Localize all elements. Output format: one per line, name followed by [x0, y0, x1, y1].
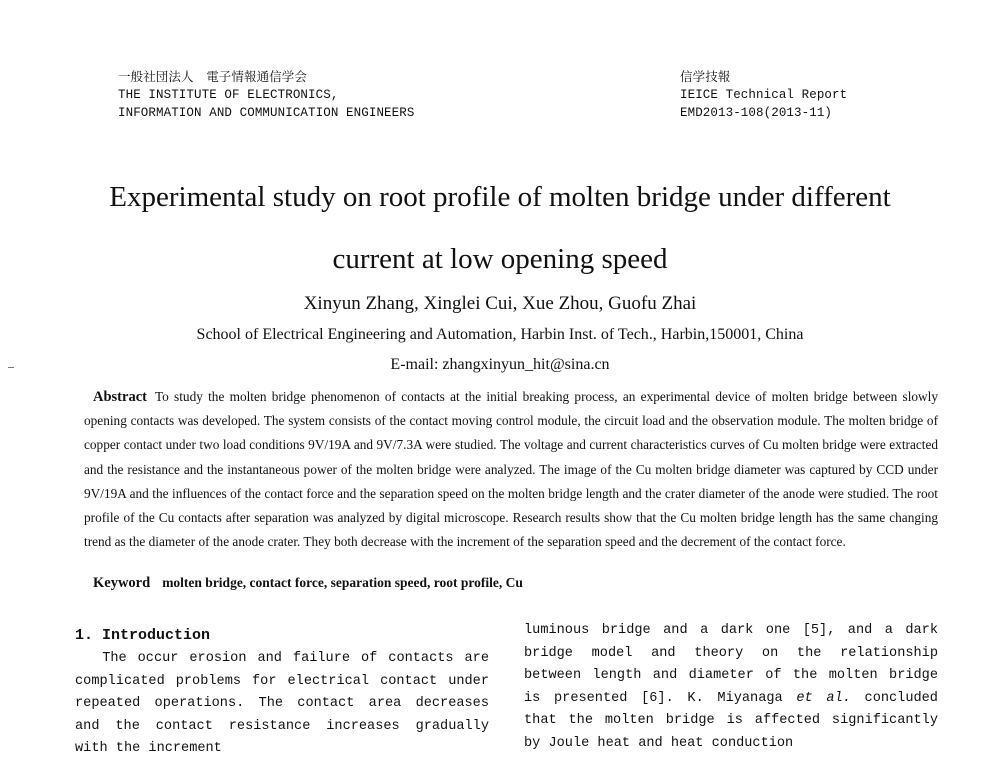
introduction-paragraph: The occur erosion and failure of contacts are complicated problems for electrical contact under repeated operations. The contact area decreases and the contact resistance increases gradually with the increment [75, 651, 489, 756]
abstract-text: To study the molten bridge phenomenon of contacts at the initial breaking process, an experimental device of molten bridge between slowly opening contacts was developed. The system consists of the contact moving control module, the circuit load and the observation module. The molten bridge of copper contact under two load conditions 9V/19A and 9V/7.3A were studied. The voltage and current characteristics curves of Cu molten bridge were extracted and the resistance and the instantaneous power of the molten bridge were analyzed. The image of the Cu molten bridge diameter was captured by CCD under 9V/19A and the influences of the contact force and the separation speed on the molten bridge length and the crater diameter of the anode were studied. The root profile of the Cu contacts after separation was analyzed by digital microscope. Research results show that the Cu molten bridge length has the same changing trend as the diameter of the anode crater. They both decrease with the increment of the separation speed and the decrement of the contact force. [84, 389, 938, 550]
paper-title-line2: current at low opening speed [332, 243, 668, 275]
society-name-japanese: 一般社団法人 電子情報通信学会 [118, 69, 308, 84]
right-column-text-end: concluded that the molten bridge is affected significantly by Joule heat and heat conduction [524, 690, 938, 751]
report-number: EMD2013-108(2013-11) [680, 106, 833, 120]
right-column [524, 620, 938, 755]
society-name-english-line2: INFORMATION AND COMMUNICATION ENGINEERS [118, 106, 415, 120]
left-column [75, 624, 489, 761]
report-name-japanese: 信学技報 [680, 69, 731, 84]
keywords [93, 572, 523, 594]
society-name-english-line1: THE INSTITUTE OF ELECTRONICS, [118, 88, 339, 102]
email-address: E-mail: zhangxinyun_hit@sina.cn [390, 356, 610, 373]
paper-title-line1: Experimental study on root profile of molten bridge under different [109, 181, 891, 213]
report-name-english: IEICE Technical Report [680, 88, 848, 102]
author-list: Xinyun Zhang, Xinglei Cui, Xue Zhou, Guofu Zhai [303, 293, 697, 314]
section-heading-introduction: 1. Introduction [75, 627, 211, 644]
keywords-text: molten bridge, contact force, separation speed, root profile, Cu [162, 575, 523, 590]
keywords-label: Keyword [93, 575, 151, 591]
right-column-italic-et-al: et al. [796, 690, 851, 706]
society-header [118, 68, 414, 122]
abstract [84, 385, 938, 554]
abstract-label: Abstract [93, 389, 147, 405]
right-column-text-start: luminous bridge and a dark one [5], and a dark bridge model and theory on the relationship between length and diameter of the molten bridge is presented [6]. K. Miyanaga [524, 623, 938, 706]
affiliation: School of Electrical Engineering and Automation, Harbin Inst. of Tech., Harbin,150001, China [196, 326, 804, 343]
report-header [680, 68, 847, 122]
